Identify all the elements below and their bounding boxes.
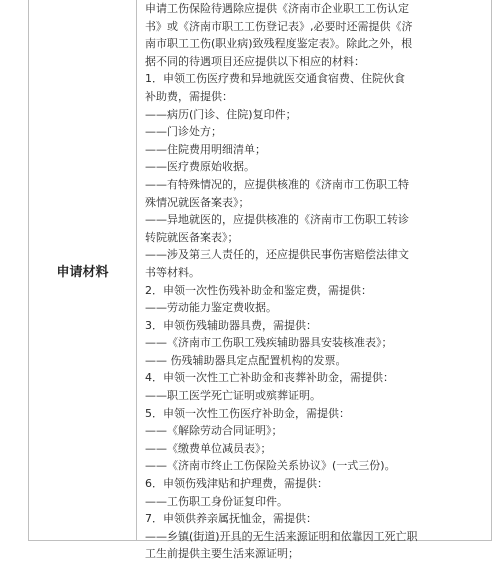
content-line: ——病历(门诊、住院)复印件； — [145, 107, 297, 121]
content-line: 3．申领伤残辅助器具费，需提供： — [145, 318, 317, 332]
content-line: ——门诊处方； — [145, 125, 222, 139]
content-line: 书》或《济南市职工工伤登记表》,必要时还需提供《济 — [145, 19, 413, 33]
content-line: 书等材料。 — [145, 265, 200, 279]
content-line: ——《济南市工伤职工残疾辅助器具安装核准表》； — [145, 336, 393, 350]
content-line: 6．申领伤残津贴和护理费，需提供： — [145, 477, 328, 491]
content-line: 5．申领一次性工伤医疗补助金，需提供： — [145, 406, 350, 420]
content-line: ——劳动能力鉴定费收据。 — [145, 301, 277, 315]
content-line: ——涉及第三人责任的，还应提供民事伤害赔偿法律文 — [145, 248, 409, 262]
content-line: 7．申领供养亲属抚恤金，需提供： — [145, 512, 317, 526]
content-line: ——工伤职工身份证复印件。 — [145, 494, 288, 508]
content-line: 1．申领工伤医疗费和异地就医交通食宿费、住院伙食 — [145, 72, 405, 86]
content-line: 据不同的待遇项目还应提供以下相应的材料： — [145, 54, 365, 68]
materials-table — [28, 0, 492, 561]
content-line: 2．申领一次性伤残补助金和鉴定费，需提供： — [145, 283, 372, 297]
content-line: ——有特殊情况的，应提供核准的《济南市工伤职工特 — [145, 177, 409, 191]
content-line: 申请工伤保险待遇除应提供《济南市企业职工工伤认定 — [145, 2, 409, 15]
content-line: 南市职工工伤(职业病)致残程度鉴定表》。除此之外，根 — [145, 37, 413, 51]
content-line: 补助费，需提供： — [145, 89, 233, 103]
content-line: 工生前提供主要生活来源证明； — [145, 547, 299, 561]
content-line: ——职工医学死亡证明或殡葬证明。 — [145, 389, 321, 403]
materials-label: 申请材料 — [56, 264, 109, 280]
content-line: ——《解除劳动合同证明》； — [145, 424, 283, 438]
content-line: —— 伤残辅助器具定点配置机构的发票。 — [145, 353, 347, 367]
content-line: ——乡镇(街道)开具的无生活来源证明和依靠因工死亡职 — [145, 529, 418, 543]
content-line: ——异地就医的，应提供核准的《济南市工伤职工转诊 — [145, 213, 409, 227]
materials-content-cell — [137, 0, 491, 561]
content-line: 转院就医备案表》； — [145, 230, 239, 244]
content-line: ——《济南市终止工伤保险关系协议》(一式三份)。 — [145, 459, 396, 473]
materials-label-cell — [29, 0, 137, 540]
content-line: 4．申领一次性工亡补助金和丧葬补助金，需提供： — [145, 371, 394, 385]
content-line: ——住院费用明细清单； — [145, 142, 266, 156]
content-line: ——医疗费原始收据。 — [145, 160, 255, 174]
content-line: 殊情况就医备案表》； — [145, 195, 250, 209]
content-line: ——《缴费单位减员表》； — [145, 441, 272, 455]
